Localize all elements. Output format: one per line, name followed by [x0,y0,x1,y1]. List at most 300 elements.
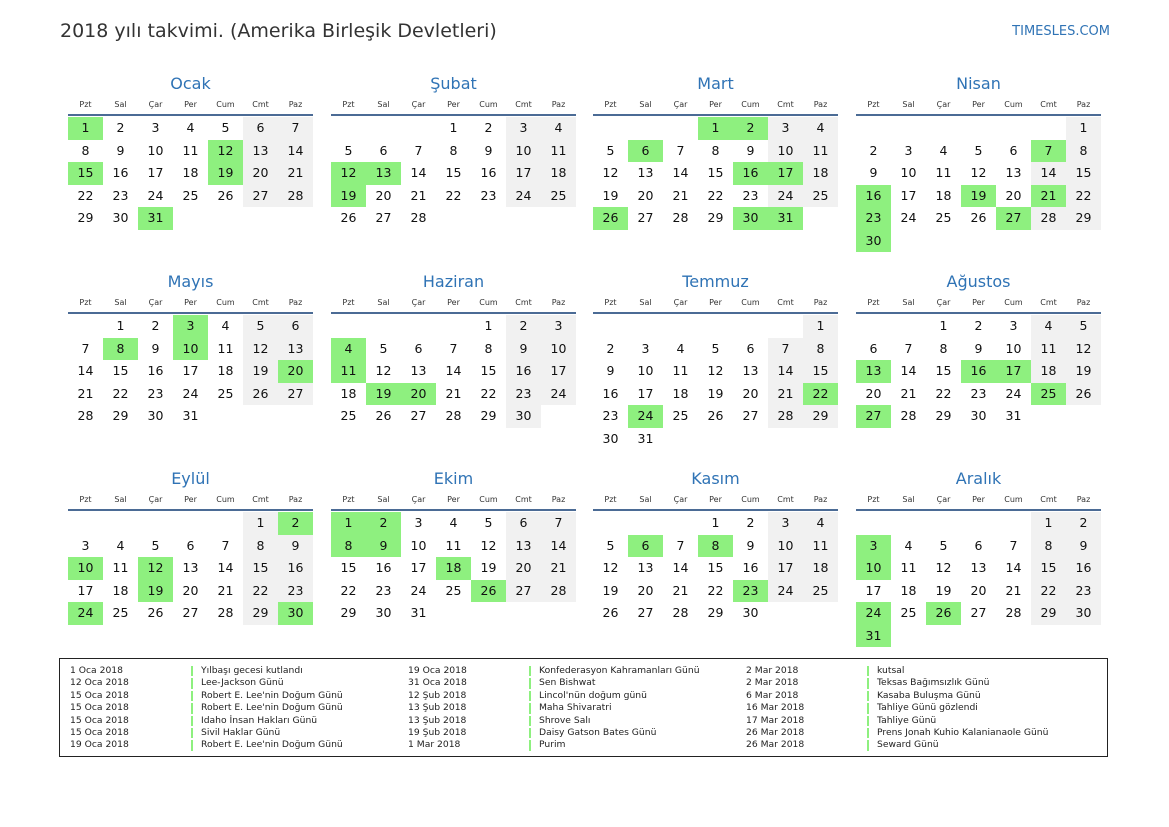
weekday-label: Sal [114,298,127,307]
day-cell: 12 [375,363,392,378]
month-calendar [331,469,576,625]
weekday-label: Per [447,298,460,307]
day-cell: 20 [506,557,541,580]
weekday-label: Çar [148,298,163,307]
holiday-row [70,739,408,751]
day-cell: 25 [217,385,234,401]
weekday-label: Sal [377,100,390,109]
day-cell: 31 [182,408,199,423]
day-cell: 7 [1009,537,1018,553]
day-cell: 2 [151,318,160,333]
day-cell: 4 [803,512,838,535]
day-cell: 16 [112,165,129,180]
holiday-row [746,727,1084,739]
weekday-label: Cmt [1040,100,1057,109]
day-cell: 6 [506,512,541,535]
day-cell: 13 [637,560,654,575]
empty-cell [733,315,768,338]
holiday-row [408,702,746,714]
holiday-day-cell: 27 [856,405,891,428]
day-cell: 1 [484,318,493,333]
weekday-label: Sal [902,298,915,307]
day-cell: 23 [480,187,497,203]
weekday-label: Paz [1076,298,1091,307]
header-rule [593,114,838,116]
weekday-label: Cum [479,100,498,109]
day-cell: 20 [182,582,199,598]
weekday-label: Pzt [342,298,355,307]
day-cell: 29 [803,405,838,428]
holiday-day-cell: 26 [593,207,628,230]
day-cell: 10 [1005,340,1022,356]
header-rule [856,312,1101,314]
day-cell: 21 [217,582,234,598]
holiday-row [746,677,1084,689]
day-cell: 3 [641,340,650,356]
month-calendar [856,272,1101,428]
day-cell: 27 [182,605,199,620]
weekday-label: Sal [639,495,652,504]
empty-cell [891,512,926,535]
month-calendar [68,469,313,625]
month-name: Mart [697,74,734,93]
day-cell: 17 [182,363,199,378]
day-cell: 4 [116,537,125,553]
holiday-name: Yılbaşı gecesi kutlandı [201,665,303,676]
day-cell: 8 [803,338,838,361]
day-cell: 3 [768,117,803,140]
holiday-date: 26 Mar 2018 [746,726,805,738]
day-cell: 8 [1031,535,1066,558]
weekday-label: Cmt [777,298,794,307]
empty-cell [173,512,208,535]
holiday-day-cell: 3 [173,315,208,338]
day-cell: 9 [746,142,755,158]
holiday-day-cell: 26 [926,602,961,625]
day-cell: 9 [151,340,160,356]
day-cell: 24 [182,385,199,401]
day-cell: 5 [939,537,948,553]
holiday-day-cell: 13 [856,360,891,383]
day-cell: 28 [1031,207,1066,230]
holiday-name: Robert E. Lee'nin Doğum Günü [201,689,343,701]
holiday-day-cell: 23 [856,207,891,230]
weekday-header [331,493,576,507]
weekday-header [593,98,838,112]
weekday-label: Paz [813,298,828,307]
empty-cell [331,315,366,338]
weekday-label: Cum [1004,100,1023,109]
weekday-label: Cmt [1040,495,1057,504]
empty-cell [698,315,733,338]
holiday-marker [529,666,531,676]
day-cell: 28 [217,605,234,620]
empty-cell [856,315,891,338]
holiday-date: 31 Oca 2018 [408,677,467,689]
weekday-header [68,98,313,112]
day-cell: 6 [414,340,423,356]
day-cell: 21 [1005,582,1022,598]
day-cell: 15 [243,557,278,580]
day-cell: 12 [935,560,952,575]
holiday-date: 15 Oca 2018 [70,689,129,701]
day-cell: 5 [379,340,388,356]
day-cell: 11 [935,165,952,180]
day-cell: 28 [768,405,803,428]
holiday-marker [529,678,531,688]
day-cell: 15 [340,560,357,575]
day-cell: 20 [970,582,987,598]
day-cell: 12 [243,338,278,361]
day-cell: 26 [1066,383,1101,406]
holiday-date: 12 Şub 2018 [408,689,467,701]
holiday-day-cell: 19 [208,162,243,185]
weekday-label: Per [184,100,197,109]
day-cell: 24 [541,383,576,406]
day-cell: 20 [742,385,759,401]
day-cell: 29 [1031,602,1066,625]
holiday-day-cell: 16 [856,185,891,208]
day-cell: 9 [606,363,615,378]
day-cell: 26 [147,605,164,620]
weekday-label: Çar [936,298,951,307]
holiday-day-cell: 12 [331,162,366,185]
day-cell: 12 [970,165,987,180]
holiday-day-cell: 6 [628,140,663,163]
day-cell: 27 [970,605,987,620]
holiday-day-cell: 19 [138,580,173,603]
day-cell: 7 [221,537,230,553]
day-cell: 4 [1031,315,1066,338]
day-cell: 3 [768,512,803,535]
header-rule [856,509,1101,511]
holiday-day-cell: 19 [961,185,996,208]
day-cell: 5 [606,142,615,158]
day-cell: 9 [278,535,313,558]
weekday-label: Pzt [79,100,92,109]
day-cell: 21 [445,385,462,401]
day-grid [856,512,1101,647]
day-cell: 3 [904,142,913,158]
weekday-header [593,296,838,310]
day-cell: 28 [77,408,94,423]
day-cell: 11 [803,140,838,163]
holiday-name: Tahliye Günü gözlendi [877,702,978,714]
weekday-label: Cum [1004,495,1023,504]
empty-cell [593,512,628,535]
weekday-label: Sal [114,495,127,504]
holiday-day-cell: 8 [103,338,138,361]
holiday-day-cell: 19 [331,185,366,208]
day-cell: 21 [77,385,94,401]
holiday-list [59,658,1108,757]
day-cell: 27 [278,383,313,406]
holiday-date: 13 Şub 2018 [408,702,467,714]
weekday-label: Per [709,298,722,307]
day-cell: 15 [445,165,462,180]
day-cell: 1 [243,512,278,535]
holiday-name: Sen Bishwat [539,677,596,689]
day-cell: 11 [445,537,462,553]
day-cell: 22 [445,187,462,203]
header-rule [593,509,838,511]
weekday-label: Pzt [79,495,92,504]
weekday-label: Cmt [515,298,532,307]
month-calendar [331,272,576,428]
day-cell: 4 [803,117,838,140]
weekday-label: Pzt [867,298,880,307]
day-cell: 15 [112,363,129,378]
day-cell: 12 [602,165,619,180]
holiday-day-cell: 2 [278,512,313,535]
holiday-day-cell: 3 [856,535,891,558]
holiday-day-cell: 23 [733,580,768,603]
day-cell: 1 [803,315,838,338]
holiday-column [408,665,746,750]
day-cell: 11 [112,560,129,575]
day-cell: 13 [1005,165,1022,180]
empty-cell [366,315,401,338]
empty-cell [628,117,663,140]
day-cell: 13 [410,363,427,378]
day-cell: 25 [182,187,199,203]
day-cell: 8 [449,142,458,158]
weekday-label: Paz [551,495,566,504]
day-cell: 11 [541,140,576,163]
day-cell: 16 [506,360,541,383]
holiday-marker [191,703,193,713]
empty-cell [663,315,698,338]
weekday-label: Cum [479,495,498,504]
day-cell: 30 [147,408,164,423]
weekday-header [68,493,313,507]
header-rule [68,509,313,511]
day-cell: 6 [243,117,278,140]
holiday-row [408,677,746,689]
day-cell: 13 [742,363,759,378]
holiday-name: Robert E. Lee'nin Doğum Günü [201,739,343,751]
month-calendar [331,74,576,230]
holiday-day-cell: 2 [733,117,768,140]
holiday-day-cell: 24 [856,602,891,625]
holiday-day-cell: 19 [366,383,401,406]
holiday-day-cell: 6 [628,535,663,558]
day-cell: 5 [344,142,353,158]
weekday-label: Cmt [777,495,794,504]
day-cell: 4 [904,537,913,553]
day-cell: 25 [541,185,576,208]
day-cell: 8 [1066,140,1101,163]
day-cell: 10 [768,535,803,558]
holiday-marker [191,728,193,738]
day-cell: 22 [707,582,724,598]
holiday-date: 12 Oca 2018 [70,677,129,689]
empty-cell [856,117,891,140]
holiday-row [408,665,746,677]
weekday-label: Sal [377,298,390,307]
holiday-day-cell: 10 [68,557,103,580]
weekday-label: Pzt [604,298,617,307]
month-name: Mayıs [167,272,214,291]
day-cell: 24 [506,185,541,208]
day-cell: 4 [186,120,195,135]
day-cell: 23 [112,187,129,203]
header-rule [593,312,838,314]
weekday-header [856,296,1101,310]
month-name: Ekim [433,469,474,488]
day-cell: 13 [506,535,541,558]
empty-cell [401,117,436,140]
day-cell: 27 [637,605,654,620]
weekday-label: Sal [639,100,652,109]
day-cell: 29 [340,605,357,620]
day-grid [331,315,576,428]
holiday-column [746,665,1084,750]
site-link[interactable]: TIMESLES.COM [1012,24,1110,39]
day-cell: 27 [410,408,427,423]
empty-cell [103,512,138,535]
weekday-label: Per [972,298,985,307]
month-calendar [68,272,313,428]
holiday-marker [529,716,531,726]
day-cell: 25 [672,408,689,423]
weekday-label: Pzt [79,298,92,307]
day-cell: 25 [803,185,838,208]
day-cell: 11 [803,535,838,558]
weekday-label: Çar [411,100,426,109]
day-cell: 13 [182,560,199,575]
day-cell: 10 [900,165,917,180]
holiday-marker [191,666,193,676]
day-cell: 17 [410,560,427,575]
day-cell: 1 [1031,512,1066,535]
day-cell: 8 [484,340,493,356]
day-cell: 14 [77,363,94,378]
day-cell: 21 [672,187,689,203]
day-cell: 16 [602,385,619,401]
holiday-name: Prens Jonah Kuhio Kalanianaole Günü [877,726,1049,738]
day-cell: 22 [112,385,129,401]
day-cell: 7 [81,340,90,356]
day-cell: 27 [243,185,278,208]
day-cell: 1 [116,318,125,333]
empty-cell [436,315,471,338]
day-cell: 19 [480,560,497,575]
day-cell: 28 [410,210,427,225]
day-cell: 25 [900,605,917,620]
day-cell: 8 [939,340,948,356]
day-cell: 29 [77,210,94,225]
day-cell: 6 [746,340,755,356]
day-cell: 16 [278,557,313,580]
day-cell: 22 [77,187,94,203]
day-cell: 2 [606,340,615,356]
day-cell: 23 [147,385,164,401]
weekday-label: Pzt [867,495,880,504]
day-cell: 15 [935,363,952,378]
holiday-day-cell: 2 [366,512,401,535]
day-cell: 14 [445,363,462,378]
day-grid [331,512,576,625]
day-cell: 10 [410,537,427,553]
empty-cell [331,117,366,140]
day-cell: 3 [414,515,423,530]
day-cell: 19 [935,582,952,598]
day-cell: 3 [151,120,160,135]
holiday-day-cell: 12 [208,140,243,163]
day-cell: 20 [1005,187,1022,203]
day-cell: 28 [900,408,917,423]
day-cell: 3 [1009,318,1018,333]
holiday-row [746,715,1084,727]
weekday-label: Paz [288,495,303,504]
weekday-label: Cum [216,495,235,504]
day-cell: 29 [707,605,724,620]
day-cell: 6 [278,315,313,338]
day-cell: 26 [217,187,234,203]
weekday-label: Paz [288,298,303,307]
weekday-label: Per [184,298,197,307]
weekday-label: Paz [551,100,566,109]
month-calendar [593,469,838,625]
weekday-label: Per [447,100,460,109]
month-name: Eylül [171,469,210,488]
day-cell: 30 [506,405,541,428]
day-cell: 5 [974,142,983,158]
day-cell: 18 [803,162,838,185]
weekday-label: Per [972,495,985,504]
holiday-day-cell: 30 [856,230,891,253]
holiday-day-cell: 16 [733,162,768,185]
day-cell: 18 [112,582,129,598]
day-cell: 23 [602,408,619,423]
day-cell: 16 [375,560,392,575]
day-cell: 25 [445,582,462,598]
holiday-name: kutsal [877,665,905,676]
day-cell: 7 [278,117,313,140]
day-cell: 11 [182,142,199,158]
day-cell: 6 [869,340,878,356]
empty-cell [208,512,243,535]
weekday-label: Pzt [867,100,880,109]
holiday-day-cell: 31 [768,207,803,230]
day-cell: 28 [672,605,689,620]
day-cell: 17 [506,162,541,185]
month-calendar [593,74,838,230]
day-cell: 10 [541,338,576,361]
day-cell: 25 [803,580,838,603]
month-name: Ocak [170,74,211,93]
day-cell: 18 [182,165,199,180]
weekday-label: Paz [1076,495,1091,504]
holiday-day-cell: 24 [68,602,103,625]
day-cell: 2 [746,515,755,530]
header-rule [331,312,576,314]
holiday-marker [191,740,193,750]
month-name: Aralık [955,469,1002,488]
day-cell: 15 [707,165,724,180]
day-cell: 19 [243,360,278,383]
holiday-date: 2 Mar 2018 [746,677,799,689]
day-cell: 17 [900,187,917,203]
day-cell: 11 [672,363,689,378]
holiday-marker [867,666,869,676]
weekday-label: Cmt [252,100,269,109]
day-cell: 4 [676,340,685,356]
day-cell: 23 [278,580,313,603]
empty-cell [856,512,891,535]
day-cell: 12 [602,560,619,575]
